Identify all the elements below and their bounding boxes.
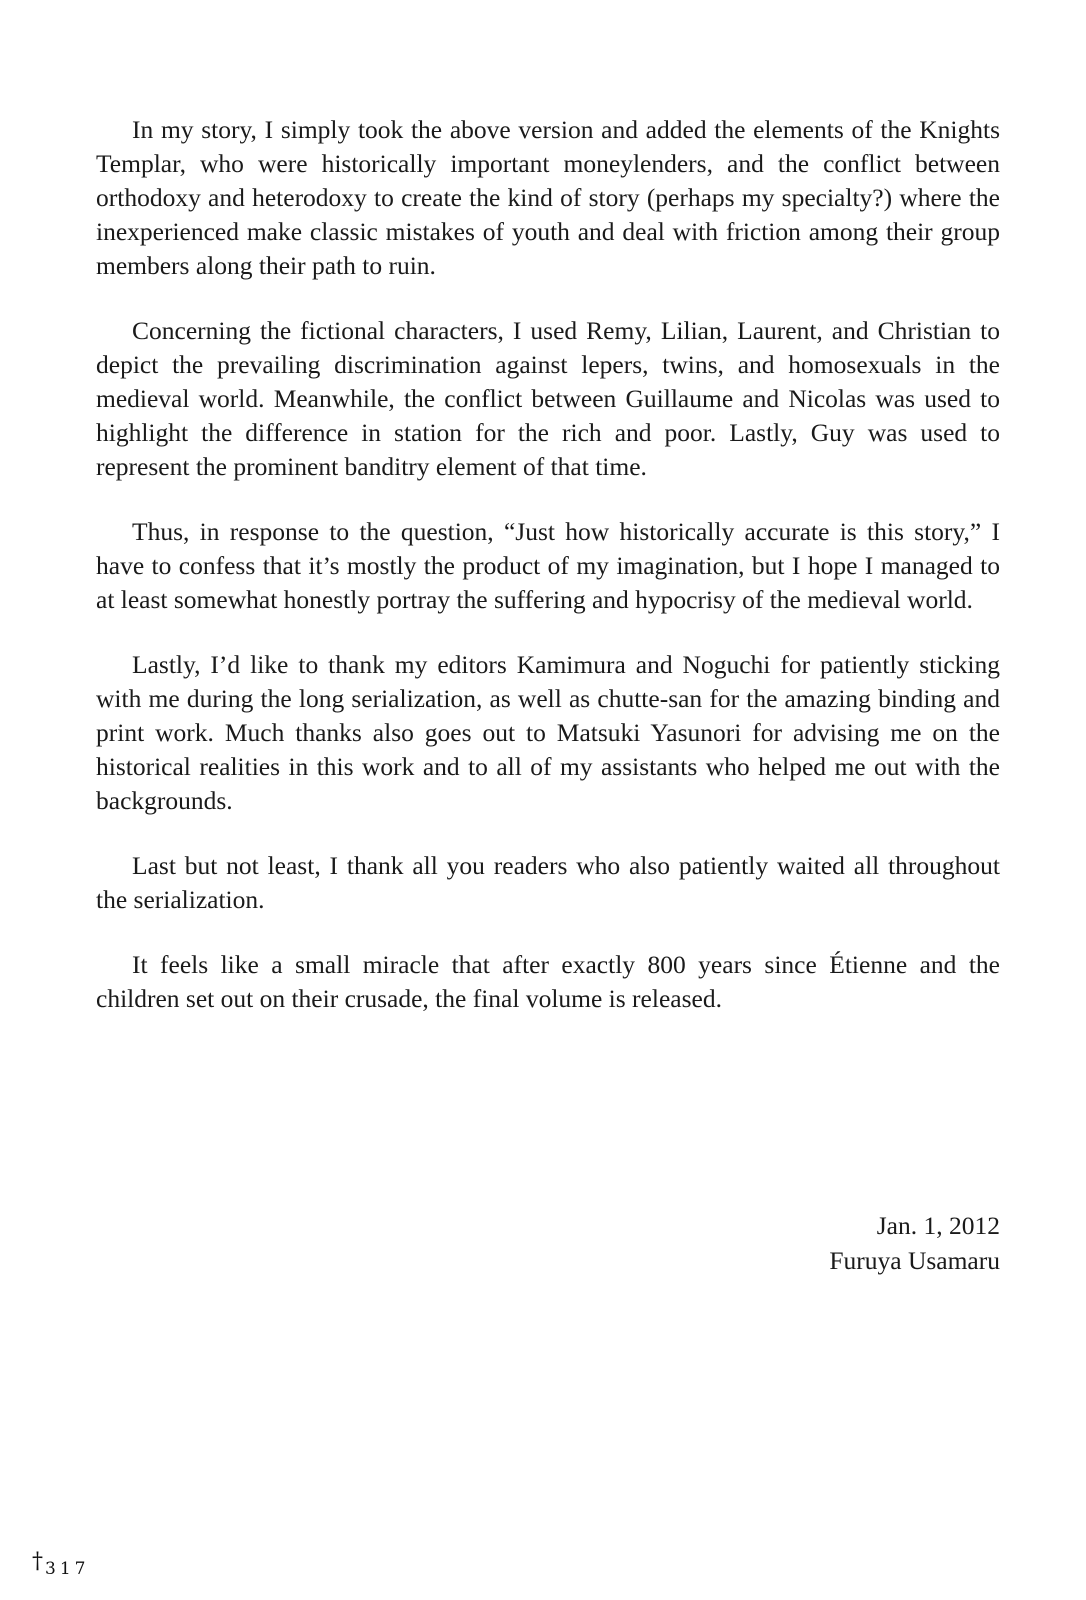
paragraph: In my story, I simply took the above version and added the elements of the Knights Templar, who were historically important moneylenders, and the conflict between orthodoxy and heterodoxy to create the kind of story (perhaps my specialty?) where the inexperienced make classic mistakes of youth and deal with friction among their group members along their path to ruin. <box>96 115 1000 280</box>
paragraph: Last but not least, I thank all you readers who also patiently waited all throughout the serialization. <box>96 851 1000 914</box>
paragraph: Thus, in response to the question, “Just how historically accurate is this story,” I have to confess that it’s mostly the product of my imagination, but I hope I managed to at least somewhat honestly portray the suffering and hypocrisy of the medieval world. <box>96 517 1000 614</box>
signature-date: Jan. 1, 2012 <box>876 1211 1000 1240</box>
page-number-value: 317 <box>45 1559 90 1579</box>
page-number <box>32 1549 90 1580</box>
afterword-body <box>96 113 1000 1047</box>
dagger-icon: † <box>32 1549 43 1574</box>
signature-author: Furuya Usamaru <box>829 1246 1000 1275</box>
paragraph: It feels like a small miracle that after exactly 800 years since Étienne and the children set out on their crusade, the final volume is released. <box>96 950 1000 1013</box>
paragraph: Concerning the fictional characters, I used Remy, Lilian, Laurent, and Christian to depict the prevailing discrimination against lepers, twins, and homosexuals in the medieval world. Meanwhile, the conflict between Guillaume and Nicolas was used to highlight the difference in station for the rich and poor. Lastly, Guy was used to represent the prominent banditry element of that time. <box>96 316 1000 481</box>
signature-block <box>829 1208 1000 1278</box>
paragraph: Lastly, I’d like to thank my editors Kamimura and Noguchi for patiently sticking with me during the long serialization, as well as chutte-san for the amazing binding and print work. Much thanks also goes out to Matsuki Yasunori for advising me on the historical realities in this work and to all of my assistants who helped me out with the backgrounds. <box>96 650 1000 815</box>
